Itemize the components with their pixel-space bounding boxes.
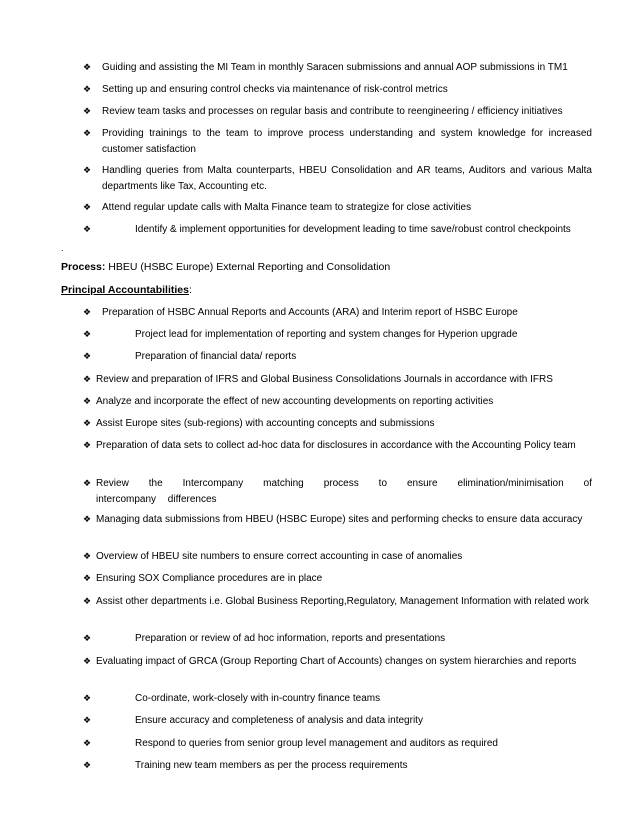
list-item bbox=[82, 200, 592, 216]
list-item bbox=[82, 394, 592, 410]
diamond-bullet-icon: ❖ bbox=[82, 632, 92, 643]
diamond-bullet-icon: ❖ bbox=[82, 417, 92, 428]
list-item bbox=[82, 305, 592, 321]
list-item-text: Setting up and ensuring control checks via maintenance of risk-control metrics bbox=[102, 84, 448, 95]
list-item bbox=[82, 631, 592, 647]
list-item bbox=[82, 691, 592, 707]
process-heading bbox=[61, 260, 390, 274]
diamond-bullet-icon: ❖ bbox=[82, 737, 92, 748]
list-item-text: Providing trainings to the team to improve process understanding and system knowledge for increased customer satisfaction bbox=[102, 128, 592, 155]
list-item-text: Evaluating impact of GRCA (Group Reporting Chart of Accounts) changes on system hierarchies and reports bbox=[96, 656, 577, 667]
list-item-text: Ensure accuracy and completeness of analysis and data integrity bbox=[135, 715, 423, 726]
list-item bbox=[82, 163, 592, 194]
separator-dot: . bbox=[61, 243, 64, 253]
diamond-bullet-icon: ❖ bbox=[82, 572, 92, 583]
list-item bbox=[82, 549, 592, 565]
list-item-text: Assist Europe sites (sub-regions) with accounting concepts and submissions bbox=[96, 418, 435, 429]
principal-accountabilities-label: Principal Accountabilities bbox=[61, 284, 189, 296]
list-item-text: Review and preparation of IFRS and Global Business Consolidations Journals in accordance with IFRS bbox=[96, 374, 553, 385]
diamond-bullet-icon: ❖ bbox=[82, 105, 92, 116]
list-item-text: Guiding and assisting the MI Team in monthly Saracen submissions and annual AOP submissions in TM1 bbox=[102, 62, 568, 73]
list-item bbox=[82, 654, 592, 670]
diamond-bullet-icon: ❖ bbox=[82, 328, 92, 339]
diamond-bullet-icon: ❖ bbox=[82, 201, 92, 212]
list-item-text: Attend regular update calls with Malta Finance team to strategize for close activities bbox=[102, 202, 472, 213]
list-item-text: Analyze and incorporate the effect of new accounting developments on reporting activities bbox=[96, 396, 494, 407]
diamond-bullet-icon: ❖ bbox=[82, 350, 92, 361]
process-value: HBEU (HSBC Europe) External Reporting and Consolidation bbox=[105, 261, 391, 273]
list-item-text: Project lead for implementation of reporting and system changes for Hyperion upgrade bbox=[135, 329, 518, 340]
list-item-text: Preparation or review of ad hoc information, reports and presentations bbox=[135, 633, 446, 644]
diamond-bullet-icon: ❖ bbox=[82, 61, 92, 72]
diamond-bullet-icon: ❖ bbox=[82, 164, 92, 175]
list-item-text: Review team tasks and processes on regular basis and contribute to reengineering / efficiency initiatives bbox=[102, 106, 563, 117]
list-item-text: Overview of HBEU site numbers to ensure correct accounting in case of anomalies bbox=[96, 551, 463, 562]
list-item bbox=[82, 222, 592, 238]
list-item-text: Training new team members as per the process requirements bbox=[135, 760, 408, 771]
list-item bbox=[82, 372, 592, 388]
list-item bbox=[82, 758, 592, 774]
list-item bbox=[82, 512, 592, 528]
list-item-text: Handling queries from Malta counterparts, HBEU Consolidation and AR teams, Auditors and various Malta departments like Tax, Accounting etc. bbox=[102, 165, 592, 192]
diamond-bullet-icon: ❖ bbox=[82, 714, 92, 725]
diamond-bullet-icon: ❖ bbox=[82, 223, 92, 234]
diamond-bullet-icon: ❖ bbox=[82, 373, 92, 384]
list-item bbox=[82, 571, 592, 587]
list-item bbox=[82, 713, 592, 729]
list-item bbox=[82, 438, 592, 454]
list-item-text: Respond to queries from senior group level management and auditors as required bbox=[135, 738, 498, 749]
diamond-bullet-icon: ❖ bbox=[82, 759, 92, 770]
diamond-bullet-icon: ❖ bbox=[82, 477, 92, 488]
diamond-bullet-icon: ❖ bbox=[82, 550, 92, 561]
list-item-text: Preparation of financial data/ reports bbox=[135, 351, 297, 362]
list-item bbox=[82, 327, 592, 343]
list-item-text: Managing data submissions from HBEU (HSBC Europe) sites and performing checks to ensure data accuracy bbox=[96, 514, 583, 525]
list-item bbox=[82, 736, 592, 752]
list-item-text: Assist other departments i.e. Global Business Reporting,Regulatory, Management Information with related work bbox=[96, 596, 589, 607]
list-item bbox=[82, 476, 592, 507]
list-item bbox=[82, 594, 592, 610]
diamond-bullet-icon: ❖ bbox=[82, 439, 92, 450]
list-item bbox=[82, 82, 592, 98]
list-item-text: Co-ordinate, work-closely with in-country finance teams bbox=[135, 693, 381, 704]
process-label: Process: bbox=[61, 261, 106, 273]
diamond-bullet-icon: ❖ bbox=[82, 513, 92, 524]
diamond-bullet-icon: ❖ bbox=[82, 655, 92, 666]
diamond-bullet-icon: ❖ bbox=[82, 306, 92, 317]
list-item-text: Identify & implement opportunities for development leading to time save/robust control checkpoints bbox=[135, 224, 571, 235]
diamond-bullet-icon: ❖ bbox=[82, 83, 92, 94]
list-item bbox=[82, 416, 592, 432]
principal-accountabilities-suffix: : bbox=[188, 284, 192, 296]
list-item-text: Review the Intercompany matching process to ensure elimination/minimisation of intercompany differences bbox=[96, 478, 592, 505]
diamond-bullet-icon: ❖ bbox=[82, 692, 92, 703]
list-item bbox=[82, 126, 592, 157]
list-item-text: Preparation of HSBC Annual Reports and Accounts (ARA) and Interim report of HSBC Europe bbox=[102, 307, 518, 318]
list-item-text: Ensuring SOX Compliance procedures are in place bbox=[96, 573, 323, 584]
list-item bbox=[82, 60, 592, 76]
diamond-bullet-icon: ❖ bbox=[82, 395, 92, 406]
diamond-bullet-icon: ❖ bbox=[82, 595, 92, 606]
list-item-text: Preparation of data sets to collect ad-hoc data for disclosures in accordance with the Accounting Policy team bbox=[96, 440, 576, 451]
principal-accountabilities-heading bbox=[61, 283, 192, 297]
list-item bbox=[82, 349, 592, 365]
diamond-bullet-icon: ❖ bbox=[82, 127, 92, 138]
list-item bbox=[82, 104, 592, 120]
